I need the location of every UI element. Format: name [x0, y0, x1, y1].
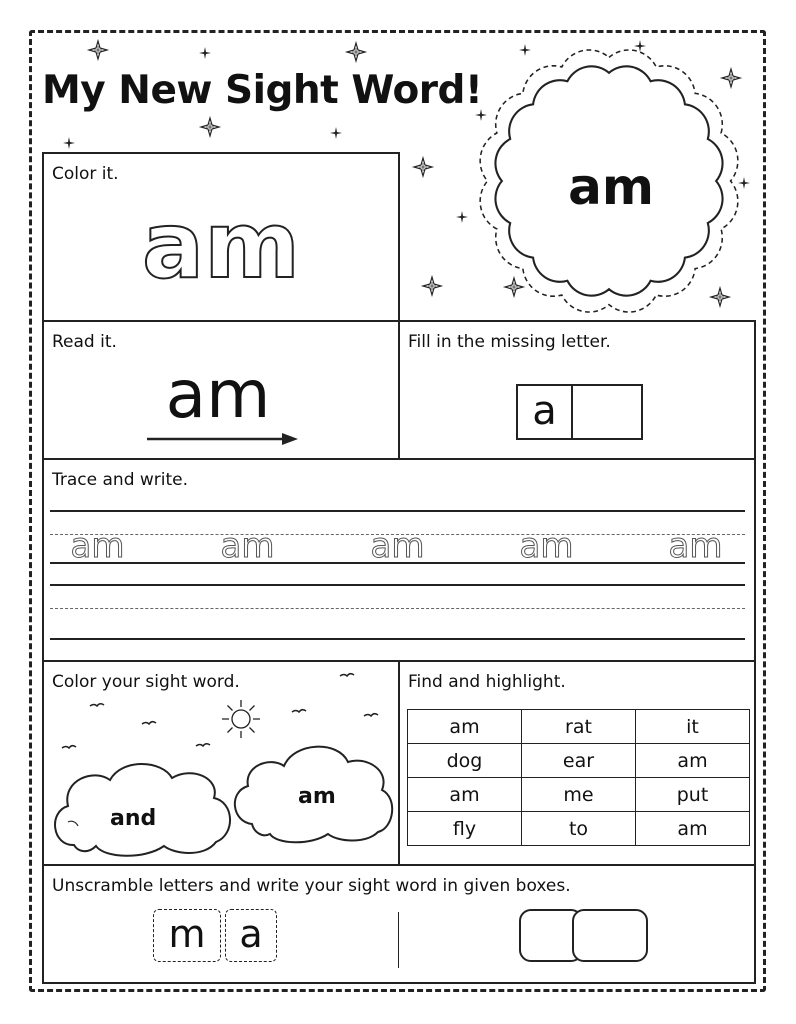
- trace-word[interactable]: am: [519, 526, 574, 566]
- color-it-label: Color it.: [52, 164, 119, 184]
- bird-icon: [196, 744, 210, 746]
- read-it-label: Read it.: [52, 332, 117, 352]
- table-row: [408, 744, 750, 778]
- writing-line-top: [50, 510, 745, 512]
- bird-icon: [90, 704, 104, 706]
- trace-word[interactable]: am: [668, 526, 723, 566]
- color-it-section: [42, 152, 400, 322]
- writing-line-base[interactable]: [50, 638, 745, 640]
- table-row: [408, 812, 750, 846]
- bird-icon: [142, 722, 156, 724]
- trace-write-label: Trace and write.: [52, 470, 189, 490]
- bird-icon: [364, 714, 378, 716]
- read-it-word: am: [165, 356, 271, 433]
- scrambled-letter-tile[interactable]: m: [153, 909, 221, 962]
- writing-line-top: [50, 584, 745, 586]
- table-cell[interactable]: put: [636, 778, 750, 812]
- color-sight-word-label: Color your sight word.: [52, 672, 240, 692]
- table-cell[interactable]: ear: [522, 744, 636, 778]
- table-cell[interactable]: am: [636, 812, 750, 846]
- table-cell[interactable]: dog: [408, 744, 522, 778]
- color-it-word[interactable]: [44, 154, 398, 320]
- missing-letter-input[interactable]: [571, 384, 643, 440]
- bird-icon: [292, 710, 306, 712]
- table-cell[interactable]: fly: [408, 812, 522, 846]
- trace-word[interactable]: am: [70, 526, 125, 566]
- given-letter-box: a: [516, 384, 573, 440]
- page-title: My New Sight Word!: [42, 68, 483, 113]
- trace-word[interactable]: am: [220, 526, 275, 566]
- unscramble-label: Unscramble letters and write your sight word in given boxes.: [52, 876, 571, 896]
- scrambled-letter-tile[interactable]: a: [225, 909, 277, 962]
- answer-box[interactable]: [572, 909, 648, 962]
- color-it-word-text: am: [142, 192, 300, 299]
- cloud-word-right[interactable]: am: [298, 784, 336, 809]
- table-cell[interactable]: am: [408, 710, 522, 744]
- sight-word-badge-text: am: [568, 158, 654, 216]
- word-search-table: [407, 709, 750, 846]
- divider: [398, 912, 399, 968]
- right-arrow-icon: [146, 431, 300, 447]
- table-cell[interactable]: to: [522, 812, 636, 846]
- table-cell[interactable]: am: [636, 744, 750, 778]
- find-highlight-label: Find and highlight.: [408, 672, 566, 692]
- cloud-word-left[interactable]: and: [110, 806, 157, 831]
- table-row: [408, 778, 750, 812]
- table-row: [408, 710, 750, 744]
- fill-in-label: Fill in the missing letter.: [408, 332, 611, 352]
- table-cell[interactable]: me: [522, 778, 636, 812]
- trace-word[interactable]: am: [370, 526, 425, 566]
- sun-icon: [222, 700, 260, 738]
- table-cell[interactable]: rat: [522, 710, 636, 744]
- table-cell[interactable]: am: [408, 778, 522, 812]
- writing-line-mid: [50, 608, 745, 609]
- sky-scene: [44, 662, 398, 864]
- bird-icon: [340, 674, 354, 676]
- bird-icon: [62, 746, 76, 748]
- unscramble-section: [42, 864, 756, 984]
- table-cell[interactable]: it: [636, 710, 750, 744]
